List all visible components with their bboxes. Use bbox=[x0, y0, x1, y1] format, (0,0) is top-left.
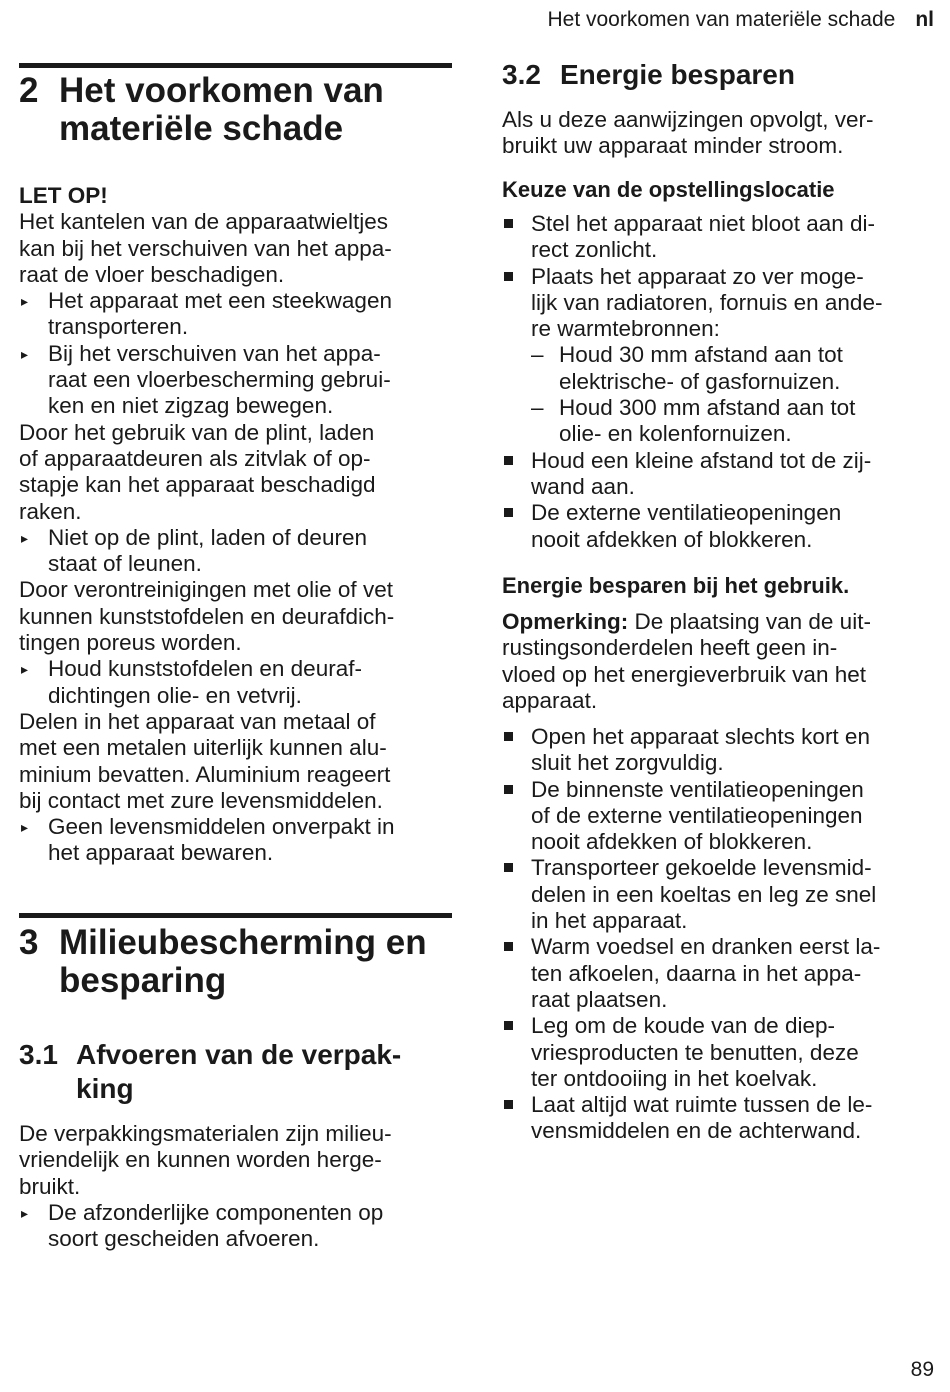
note-label: Opmerking: bbox=[502, 609, 629, 634]
section-3-number: 3 bbox=[19, 923, 39, 962]
text-line: Het apparaat met een steekwagen bbox=[48, 288, 392, 314]
list-item-open-briefly bbox=[502, 724, 932, 777]
list-item-external-vents bbox=[502, 500, 932, 553]
section-3-2-title: Energie besparen bbox=[560, 59, 795, 90]
text-line: Plaats het apparaat zo ver moge- bbox=[531, 263, 864, 289]
square-bullet-icon bbox=[504, 456, 513, 465]
text-line: vriendelijk en kunnen worden herge- bbox=[19, 1147, 382, 1173]
text-line: bruikt. bbox=[19, 1173, 81, 1199]
list-item-defrost bbox=[502, 1013, 932, 1092]
note-paragraph bbox=[502, 609, 932, 714]
section-3-title-line2: besparing bbox=[59, 961, 227, 1000]
sub-item-gas-cookers bbox=[502, 342, 932, 395]
text-line: soort gescheiden afvoeren. bbox=[48, 1226, 320, 1252]
list-item-cool-bag bbox=[502, 855, 932, 934]
text-line: minium bevatten. Aluminium reageert bbox=[19, 761, 391, 787]
text-line: raat de vloer beschadigen. bbox=[19, 261, 285, 287]
page-number: 89 bbox=[910, 1358, 934, 1381]
square-bullet-icon bbox=[504, 732, 513, 741]
section-3-1-heading bbox=[19, 1038, 452, 1106]
text-line: Door verontreinigingen met olie of vet bbox=[19, 577, 393, 603]
text-line: bruikt uw apparaat minder stroom. bbox=[502, 133, 844, 159]
list-item-no-standing bbox=[19, 525, 452, 578]
paragraph-oil bbox=[19, 577, 452, 656]
text-line: tingen poreus worden. bbox=[19, 630, 242, 656]
location-list bbox=[502, 211, 932, 553]
text-line: sluit het zorgvuldig. bbox=[531, 750, 724, 776]
sub-item-oil-cookers bbox=[502, 395, 932, 448]
list-item-oil-free bbox=[19, 656, 452, 709]
text-line: De binnenste ventilatieopeningen bbox=[531, 776, 864, 802]
square-bullet-icon bbox=[504, 1021, 513, 1030]
text-line: bij contact met zure levensmiddelen. bbox=[19, 787, 383, 813]
text-line: Stel het apparaat niet bloot aan di- bbox=[531, 211, 875, 236]
arrow-bullet-icon: ▸ bbox=[21, 529, 29, 546]
list-item-cool-first bbox=[502, 934, 932, 1013]
text-line: Bij het verschuiven van het appa- bbox=[48, 340, 381, 366]
section-2-number: 2 bbox=[19, 71, 39, 110]
text-line: staat of leunen. bbox=[48, 551, 202, 577]
text-line: Het kantelen van de apparaatwieltjes bbox=[19, 209, 388, 235]
text-line: Niet op de plint, laden of deuren bbox=[48, 524, 367, 550]
arrow-bullet-icon: ▸ bbox=[21, 1204, 29, 1221]
note-first-line bbox=[502, 609, 932, 635]
paragraph-plinth bbox=[19, 420, 452, 525]
text-line: nooit afdekken of blokkeren. bbox=[531, 829, 813, 855]
text-line: Houd een kleine afstand tot de zij- bbox=[531, 447, 872, 473]
text-line: raken. bbox=[19, 498, 82, 524]
text-line: ten afkoelen, daarna in het appa- bbox=[531, 960, 862, 986]
square-bullet-icon bbox=[504, 785, 513, 794]
paragraph-aluminium bbox=[19, 709, 452, 814]
usage-note bbox=[502, 609, 932, 714]
list-item-no-unpacked-food bbox=[19, 814, 452, 867]
text-line: of de externe ventilatieopeningen bbox=[531, 802, 863, 828]
text-line: kan bij het verschuiven van het appa- bbox=[19, 235, 392, 261]
section-2-title-line1: Het voorkomen van bbox=[59, 71, 384, 110]
caution-label: LET OP! bbox=[19, 183, 108, 208]
text-line: dichtingen olie- en vetvrij. bbox=[48, 682, 302, 708]
text-line: raat een vloerbescherming gebrui- bbox=[48, 367, 391, 393]
square-bullet-icon bbox=[504, 508, 513, 517]
text-line: De verpakkingsmaterialen zijn milieu- bbox=[19, 1121, 392, 1146]
section-2-rule bbox=[19, 63, 452, 68]
running-title: Het voorkomen van materiële schade bbox=[547, 8, 896, 31]
square-bullet-icon bbox=[504, 942, 513, 951]
section-3-1-body bbox=[19, 1121, 452, 1252]
square-bullet-icon bbox=[504, 1100, 513, 1109]
text-line: re warmtebronnen: bbox=[531, 316, 720, 342]
text-line: het apparaat bewaren. bbox=[48, 840, 274, 866]
text-line: stapje kan het apparaat beschadigd bbox=[19, 472, 376, 498]
dash-bullet-icon: – bbox=[531, 342, 544, 368]
section-2-heading bbox=[19, 72, 452, 148]
text-line: De externe ventilatieopeningen bbox=[531, 500, 842, 526]
text-line: delen in een koeltas en leg ze snel bbox=[531, 881, 877, 907]
text-line: Door het gebruik van de plint, laden bbox=[19, 419, 375, 445]
text-line: in het apparaat. bbox=[531, 908, 688, 934]
text-line: ter ontdooiing in het koelvak. bbox=[531, 1065, 818, 1091]
section-3-rule bbox=[19, 913, 452, 918]
section-3-1-title-line2: king bbox=[76, 1073, 134, 1104]
text-line: vriesproducten te benutten, deze bbox=[531, 1039, 859, 1065]
text-line: Houd 300 mm afstand aan tot bbox=[559, 395, 856, 421]
section-3-1-number: 3.1 bbox=[19, 1039, 58, 1070]
section-2-body bbox=[19, 183, 452, 867]
text-line: Leg om de koude van de diep- bbox=[531, 1013, 835, 1039]
text-line: rustingsonderdelen heeft geen in- bbox=[502, 635, 838, 661]
text-line: raat plaatsen. bbox=[531, 986, 668, 1012]
section-2-title-line2: materiële schade bbox=[59, 109, 344, 148]
text-line: vloed op het energieverbruik van het bbox=[502, 661, 866, 687]
running-header bbox=[547, 8, 934, 32]
square-bullet-icon bbox=[504, 863, 513, 872]
list-item-inner-vents bbox=[502, 777, 932, 856]
list-item-side-wall bbox=[502, 448, 932, 501]
list-item-handtruck bbox=[19, 288, 452, 341]
list-item-heat-sources bbox=[502, 264, 932, 343]
text-line: apparaat. bbox=[502, 687, 598, 713]
list-item-floor-protection bbox=[19, 341, 452, 420]
text-line: Transporteer gekoelde levensmid- bbox=[531, 855, 872, 881]
section-3-2-heading bbox=[502, 58, 932, 92]
text-line: Delen in het apparaat van metaal of bbox=[19, 708, 376, 734]
text-line: Warm voedsel en dranken eerst la- bbox=[531, 934, 881, 960]
paragraph-packaging bbox=[19, 1121, 452, 1200]
text-line: De plaatsing van de uit- bbox=[634, 609, 871, 634]
section-3-2-intro bbox=[502, 107, 932, 160]
square-bullet-icon bbox=[504, 219, 513, 228]
text-line: wand aan. bbox=[531, 473, 635, 499]
text-line: of apparaatdeuren als zitvlak of op- bbox=[19, 445, 371, 471]
text-line: olie- en kolenfornuizen. bbox=[559, 421, 792, 447]
section-3-heading bbox=[19, 924, 452, 1000]
paragraph-intro bbox=[502, 107, 932, 160]
text-line: Open het apparaat slechts kort en bbox=[531, 724, 870, 749]
text-line: rect zonlicht. bbox=[531, 237, 658, 263]
section-3-1-title-line1: Afvoeren van de verpak- bbox=[76, 1039, 402, 1070]
text-line: Houd 30 mm afstand aan tot bbox=[559, 342, 843, 368]
text-line: ken en niet zigzag bewegen. bbox=[48, 393, 334, 419]
text-line: elektrische- of gasfornuizen. bbox=[559, 368, 841, 394]
list-item-sunlight bbox=[502, 211, 932, 264]
arrow-bullet-icon: ▸ bbox=[21, 661, 29, 678]
text-line: kunnen kunststofdelen en deurafdich- bbox=[19, 603, 395, 629]
arrow-bullet-icon: ▸ bbox=[21, 293, 29, 310]
location-subheading: Keuze van de opstellingslocatie bbox=[502, 177, 835, 202]
section-3-title-line1: Milieubescherming en bbox=[59, 923, 427, 962]
text-line: lijk van radiatoren, fornuis en ande- bbox=[531, 289, 883, 315]
usage-list bbox=[502, 724, 932, 1145]
arrow-bullet-icon: ▸ bbox=[21, 819, 29, 836]
text-line: Laat altijd wat ruimte tussen de le- bbox=[531, 1092, 873, 1118]
language-code: nl bbox=[915, 8, 934, 31]
text-line: vensmiddelen en de achterwand. bbox=[531, 1118, 862, 1144]
text-line: transporteren. bbox=[48, 314, 189, 340]
arrow-bullet-icon: ▸ bbox=[21, 345, 29, 362]
usage-subheading: Energie besparen bij het gebruik. bbox=[502, 573, 850, 598]
text-line: nooit afdekken of blokkeren. bbox=[531, 526, 813, 552]
text-line: De afzonderlijke componenten op bbox=[48, 1199, 384, 1225]
text-line: Geen levensmiddelen onverpakt in bbox=[48, 814, 395, 840]
text-line: Als u deze aanwijzingen opvolgt, ver- bbox=[502, 107, 874, 132]
list-item-separate-disposal bbox=[19, 1200, 452, 1253]
section-3-2-number: 3.2 bbox=[502, 59, 541, 90]
text-line: Houd kunststofdelen en deuraf- bbox=[48, 656, 362, 682]
dash-bullet-icon: – bbox=[531, 395, 544, 421]
text-line: met een metalen uiterlijk kunnen alu- bbox=[19, 735, 387, 761]
list-item-leave-space bbox=[502, 1092, 932, 1145]
square-bullet-icon bbox=[504, 272, 513, 281]
paragraph-tipping bbox=[19, 209, 452, 288]
